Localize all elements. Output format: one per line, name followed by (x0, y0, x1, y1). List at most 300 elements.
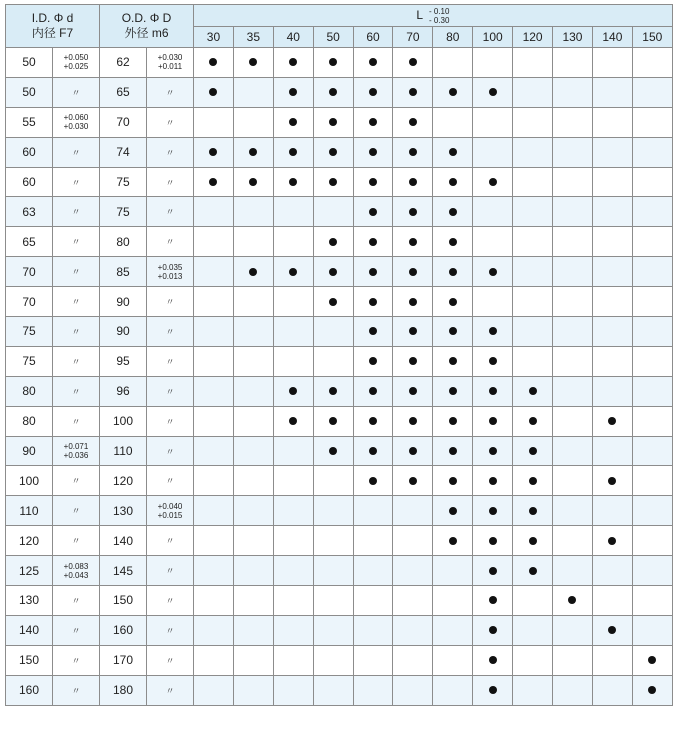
size-table-container (5, 4, 673, 706)
availability-cell (393, 257, 433, 287)
availability-cell (553, 137, 593, 167)
availability-cell (513, 227, 553, 257)
availability-cell (632, 406, 672, 436)
availability-cell (632, 675, 672, 705)
availability-cell (553, 167, 593, 197)
table-row (6, 556, 673, 586)
id-tolerance-line: +0.083 (63, 561, 89, 571)
id-tolerance: 〃 (53, 257, 100, 287)
availability-cell (473, 406, 513, 436)
availability-cell (592, 257, 632, 287)
length-header-cell: 70 (393, 27, 433, 48)
availability-cell (194, 496, 234, 526)
id-value: 100 (6, 466, 53, 496)
availability-cell (393, 287, 433, 317)
availability-cell (473, 496, 513, 526)
id-value: 160 (6, 675, 53, 705)
availability-cell (632, 556, 672, 586)
availability-cell (273, 287, 313, 317)
availability-cell (273, 675, 313, 705)
availability-cell (433, 436, 473, 466)
availability-cell (592, 197, 632, 227)
od-value: 160 (100, 615, 147, 645)
availability-cell (273, 197, 313, 227)
availability-cell (313, 197, 353, 227)
od-tolerance: 〃 (147, 77, 194, 107)
availability-cell (393, 227, 433, 257)
available-dot-icon (568, 596, 576, 604)
availability-cell (233, 675, 273, 705)
availability-cell (632, 376, 672, 406)
od-tolerance (147, 48, 194, 78)
length-header-label: L (416, 7, 423, 22)
available-dot-icon (209, 88, 217, 96)
id-value: 125 (6, 556, 53, 586)
length-tolerance-upper: - 0.10 (428, 6, 450, 16)
availability-cell (393, 346, 433, 376)
availability-cell (513, 556, 553, 586)
availability-cell (473, 615, 513, 645)
availability-cell (393, 526, 433, 556)
id-tolerance: 〃 (53, 227, 100, 257)
availability-cell (233, 645, 273, 675)
availability-cell (194, 346, 234, 376)
id-tolerance: 〃 (53, 466, 100, 496)
available-dot-icon (249, 178, 257, 186)
availability-cell (433, 346, 473, 376)
available-dot-icon (329, 178, 337, 186)
od-tolerance: 〃 (147, 227, 194, 257)
od-tolerance-line: +0.015 (157, 510, 183, 520)
availability-cell (353, 107, 393, 137)
availability-cell (313, 376, 353, 406)
availability-cell (393, 107, 433, 137)
available-dot-icon (449, 238, 457, 246)
od-tolerance: 〃 (147, 137, 194, 167)
od-value: 65 (100, 77, 147, 107)
availability-cell (353, 645, 393, 675)
availability-cell (592, 436, 632, 466)
availability-cell (513, 406, 553, 436)
available-dot-icon (409, 208, 417, 216)
available-dot-icon (529, 477, 537, 485)
availability-cell (194, 406, 234, 436)
availability-cell (513, 346, 553, 376)
availability-cell (632, 48, 672, 78)
availability-cell (553, 77, 593, 107)
length-header-cell: 100 (473, 27, 513, 48)
id-value: 80 (6, 376, 53, 406)
length-header-cell: 80 (433, 27, 473, 48)
available-dot-icon (329, 88, 337, 96)
od-tolerance: 〃 (147, 406, 194, 436)
length-header-cell: 35 (233, 27, 273, 48)
availability-cell (233, 556, 273, 586)
available-dot-icon (369, 58, 377, 66)
od-value: 145 (100, 556, 147, 586)
availability-cell (553, 376, 593, 406)
available-dot-icon (369, 477, 377, 485)
available-dot-icon (289, 387, 297, 395)
table-row (6, 615, 673, 645)
availability-cell (194, 137, 234, 167)
available-dot-icon (409, 387, 417, 395)
available-dot-icon (529, 567, 537, 575)
availability-cell (632, 77, 672, 107)
availability-cell (273, 227, 313, 257)
available-dot-icon (489, 537, 497, 545)
id-value: 110 (6, 496, 53, 526)
availability-cell (313, 586, 353, 616)
availability-cell (433, 77, 473, 107)
table-row (6, 346, 673, 376)
od-tolerance: 〃 (147, 675, 194, 705)
available-dot-icon (489, 357, 497, 365)
availability-cell (273, 346, 313, 376)
available-dot-icon (329, 447, 337, 455)
od-tolerance: 〃 (147, 466, 194, 496)
table-row (6, 496, 673, 526)
available-dot-icon (409, 88, 417, 96)
availability-cell (313, 77, 353, 107)
od-value: 150 (100, 586, 147, 616)
od-value: 80 (100, 227, 147, 257)
length-header-cell: 60 (353, 27, 393, 48)
availability-cell (433, 406, 473, 436)
id-tolerance: 〃 (53, 615, 100, 645)
availability-cell (273, 317, 313, 347)
id-header-label: I.D. Φ d (31, 11, 74, 25)
length-header-cell: 50 (313, 27, 353, 48)
availability-cell (513, 615, 553, 645)
available-dot-icon (489, 268, 497, 276)
od-value: 90 (100, 287, 147, 317)
availability-cell (393, 167, 433, 197)
od-tolerance-line: +0.030 (157, 53, 183, 63)
id-tolerance: 〃 (53, 346, 100, 376)
id-value: 75 (6, 317, 53, 347)
availability-cell (433, 645, 473, 675)
od-value: 170 (100, 645, 147, 675)
od-tolerance (147, 496, 194, 526)
availability-cell (273, 406, 313, 436)
availability-cell (433, 48, 473, 78)
availability-cell (632, 257, 672, 287)
availability-cell (553, 197, 593, 227)
id-value: 150 (6, 645, 53, 675)
available-dot-icon (369, 447, 377, 455)
availability-cell (592, 77, 632, 107)
availability-cell (273, 615, 313, 645)
availability-cell (313, 675, 353, 705)
id-tolerance: 〃 (53, 376, 100, 406)
availability-cell (433, 466, 473, 496)
available-dot-icon (209, 58, 217, 66)
availability-cell (433, 317, 473, 347)
id-tolerance (53, 107, 100, 137)
availability-cell (233, 167, 273, 197)
available-dot-icon (369, 268, 377, 276)
od-tolerance: 〃 (147, 167, 194, 197)
availability-cell (194, 167, 234, 197)
availability-cell (553, 287, 593, 317)
availability-cell (233, 107, 273, 137)
availability-cell (473, 227, 513, 257)
availability-cell (194, 317, 234, 347)
availability-cell (393, 406, 433, 436)
availability-cell (353, 556, 393, 586)
length-header-cell: 40 (273, 27, 313, 48)
availability-cell (592, 675, 632, 705)
availability-cell (194, 645, 234, 675)
id-value: 55 (6, 107, 53, 137)
availability-cell (553, 257, 593, 287)
available-dot-icon (409, 238, 417, 246)
availability-cell (233, 137, 273, 167)
availability-cell (632, 167, 672, 197)
available-dot-icon (648, 686, 656, 694)
availability-cell (513, 317, 553, 347)
available-dot-icon (369, 417, 377, 425)
available-dot-icon (489, 178, 497, 186)
available-dot-icon (449, 477, 457, 485)
availability-cell (194, 257, 234, 287)
availability-cell (393, 496, 433, 526)
available-dot-icon (489, 417, 497, 425)
id-tolerance: 〃 (53, 675, 100, 705)
id-tolerance: 〃 (53, 197, 100, 227)
availability-cell (313, 466, 353, 496)
availability-cell (592, 586, 632, 616)
availability-cell (313, 346, 353, 376)
availability-cell (233, 466, 273, 496)
table-row (6, 227, 673, 257)
availability-cell (473, 526, 513, 556)
id-tolerance: 〃 (53, 526, 100, 556)
availability-cell (513, 526, 553, 556)
availability-cell (194, 77, 234, 107)
id-tolerance: 〃 (53, 137, 100, 167)
availability-cell (433, 675, 473, 705)
id-value: 60 (6, 167, 53, 197)
availability-cell (473, 466, 513, 496)
availability-cell (433, 376, 473, 406)
available-dot-icon (529, 387, 537, 395)
length-header-cell: 120 (513, 27, 553, 48)
available-dot-icon (209, 148, 217, 156)
od-tolerance: 〃 (147, 615, 194, 645)
availability-cell (632, 586, 672, 616)
availability-cell (194, 556, 234, 586)
availability-cell (473, 376, 513, 406)
od-value: 100 (100, 406, 147, 436)
available-dot-icon (529, 507, 537, 515)
availability-cell (194, 436, 234, 466)
available-dot-icon (449, 387, 457, 395)
availability-cell (592, 167, 632, 197)
id-tolerance-line: +0.071 (63, 442, 89, 452)
available-dot-icon (329, 118, 337, 126)
availability-cell (353, 346, 393, 376)
availability-cell (233, 406, 273, 436)
available-dot-icon (608, 626, 616, 634)
availability-cell (273, 77, 313, 107)
available-dot-icon (449, 268, 457, 276)
availability-cell (273, 586, 313, 616)
od-value: 120 (100, 466, 147, 496)
availability-cell (513, 137, 553, 167)
availability-cell (313, 556, 353, 586)
length-tolerance (429, 7, 449, 25)
availability-cell (433, 496, 473, 526)
od-header-label: O.D. Φ D (121, 11, 172, 25)
availability-cell (273, 376, 313, 406)
availability-cell (553, 645, 593, 675)
available-dot-icon (369, 357, 377, 365)
id-tolerance: 〃 (53, 406, 100, 436)
available-dot-icon (289, 148, 297, 156)
availability-cell (592, 645, 632, 675)
od-value: 75 (100, 197, 147, 227)
availability-cell (553, 406, 593, 436)
availability-cell (513, 107, 553, 137)
available-dot-icon (289, 417, 297, 425)
availability-cell (473, 586, 513, 616)
available-dot-icon (449, 537, 457, 545)
table-row (6, 287, 673, 317)
available-dot-icon (449, 327, 457, 335)
available-dot-icon (489, 656, 497, 664)
table-row (6, 586, 673, 616)
available-dot-icon (489, 477, 497, 485)
availability-cell (553, 346, 593, 376)
availability-cell (553, 496, 593, 526)
availability-cell (632, 317, 672, 347)
availability-cell (194, 466, 234, 496)
id-tolerance-line: +0.036 (63, 451, 89, 461)
id-tolerance (53, 436, 100, 466)
id-tolerance: 〃 (53, 317, 100, 347)
availability-cell (393, 376, 433, 406)
availability-cell (473, 556, 513, 586)
availability-cell (313, 137, 353, 167)
od-tolerance-line: +0.013 (157, 271, 183, 281)
availability-cell (433, 137, 473, 167)
table-row (6, 257, 673, 287)
availability-cell (433, 556, 473, 586)
available-dot-icon (329, 238, 337, 246)
available-dot-icon (489, 567, 497, 575)
table-body (6, 48, 673, 706)
table-row (6, 197, 673, 227)
availability-cell (592, 526, 632, 556)
available-dot-icon (608, 417, 616, 425)
availability-cell (353, 227, 393, 257)
availability-cell (233, 227, 273, 257)
od-value: 74 (100, 137, 147, 167)
table-row (6, 526, 673, 556)
available-dot-icon (289, 88, 297, 96)
availability-cell (513, 496, 553, 526)
availability-cell (313, 317, 353, 347)
table-row (6, 167, 673, 197)
availability-cell (592, 227, 632, 257)
id-value: 75 (6, 346, 53, 376)
available-dot-icon (329, 268, 337, 276)
id-tolerance-line: +0.050 (63, 53, 89, 63)
availability-cell (353, 436, 393, 466)
id-value: 50 (6, 48, 53, 78)
availability-cell (233, 526, 273, 556)
length-header-cell: 30 (194, 27, 234, 48)
availability-cell (513, 287, 553, 317)
available-dot-icon (449, 447, 457, 455)
available-dot-icon (489, 327, 497, 335)
availability-cell (273, 466, 313, 496)
available-dot-icon (329, 417, 337, 425)
id-tolerance (53, 48, 100, 78)
available-dot-icon (409, 268, 417, 276)
table-row (6, 317, 673, 347)
availability-cell (632, 137, 672, 167)
availability-cell (313, 227, 353, 257)
availability-cell (513, 257, 553, 287)
available-dot-icon (449, 88, 457, 96)
availability-cell (313, 615, 353, 645)
od-value: 75 (100, 167, 147, 197)
id-value: 130 (6, 586, 53, 616)
available-dot-icon (369, 178, 377, 186)
availability-cell (393, 675, 433, 705)
available-dot-icon (489, 387, 497, 395)
available-dot-icon (529, 447, 537, 455)
availability-cell (433, 167, 473, 197)
available-dot-icon (489, 626, 497, 634)
id-value: 140 (6, 615, 53, 645)
available-dot-icon (409, 58, 417, 66)
availability-cell (513, 48, 553, 78)
availability-cell (273, 167, 313, 197)
availability-cell (473, 675, 513, 705)
od-tolerance: 〃 (147, 586, 194, 616)
length-header (194, 5, 673, 27)
availability-cell (233, 615, 273, 645)
id-tolerance-line: +0.060 (63, 113, 89, 123)
od-tolerance: 〃 (147, 107, 194, 137)
availability-cell (513, 376, 553, 406)
availability-cell (553, 586, 593, 616)
id-header-sub: 内径 F7 (31, 26, 74, 40)
availability-cell (194, 376, 234, 406)
availability-cell (194, 287, 234, 317)
availability-cell (473, 346, 513, 376)
availability-cell (313, 645, 353, 675)
availability-cell (513, 586, 553, 616)
availability-cell (473, 287, 513, 317)
table-row (6, 137, 673, 167)
od-value: 70 (100, 107, 147, 137)
available-dot-icon (409, 298, 417, 306)
id-value: 70 (6, 257, 53, 287)
availability-cell (273, 556, 313, 586)
availability-cell (632, 107, 672, 137)
availability-cell (473, 137, 513, 167)
od-value: 85 (100, 257, 147, 287)
availability-cell (393, 615, 433, 645)
available-dot-icon (369, 88, 377, 96)
availability-cell (632, 526, 672, 556)
availability-cell (233, 496, 273, 526)
